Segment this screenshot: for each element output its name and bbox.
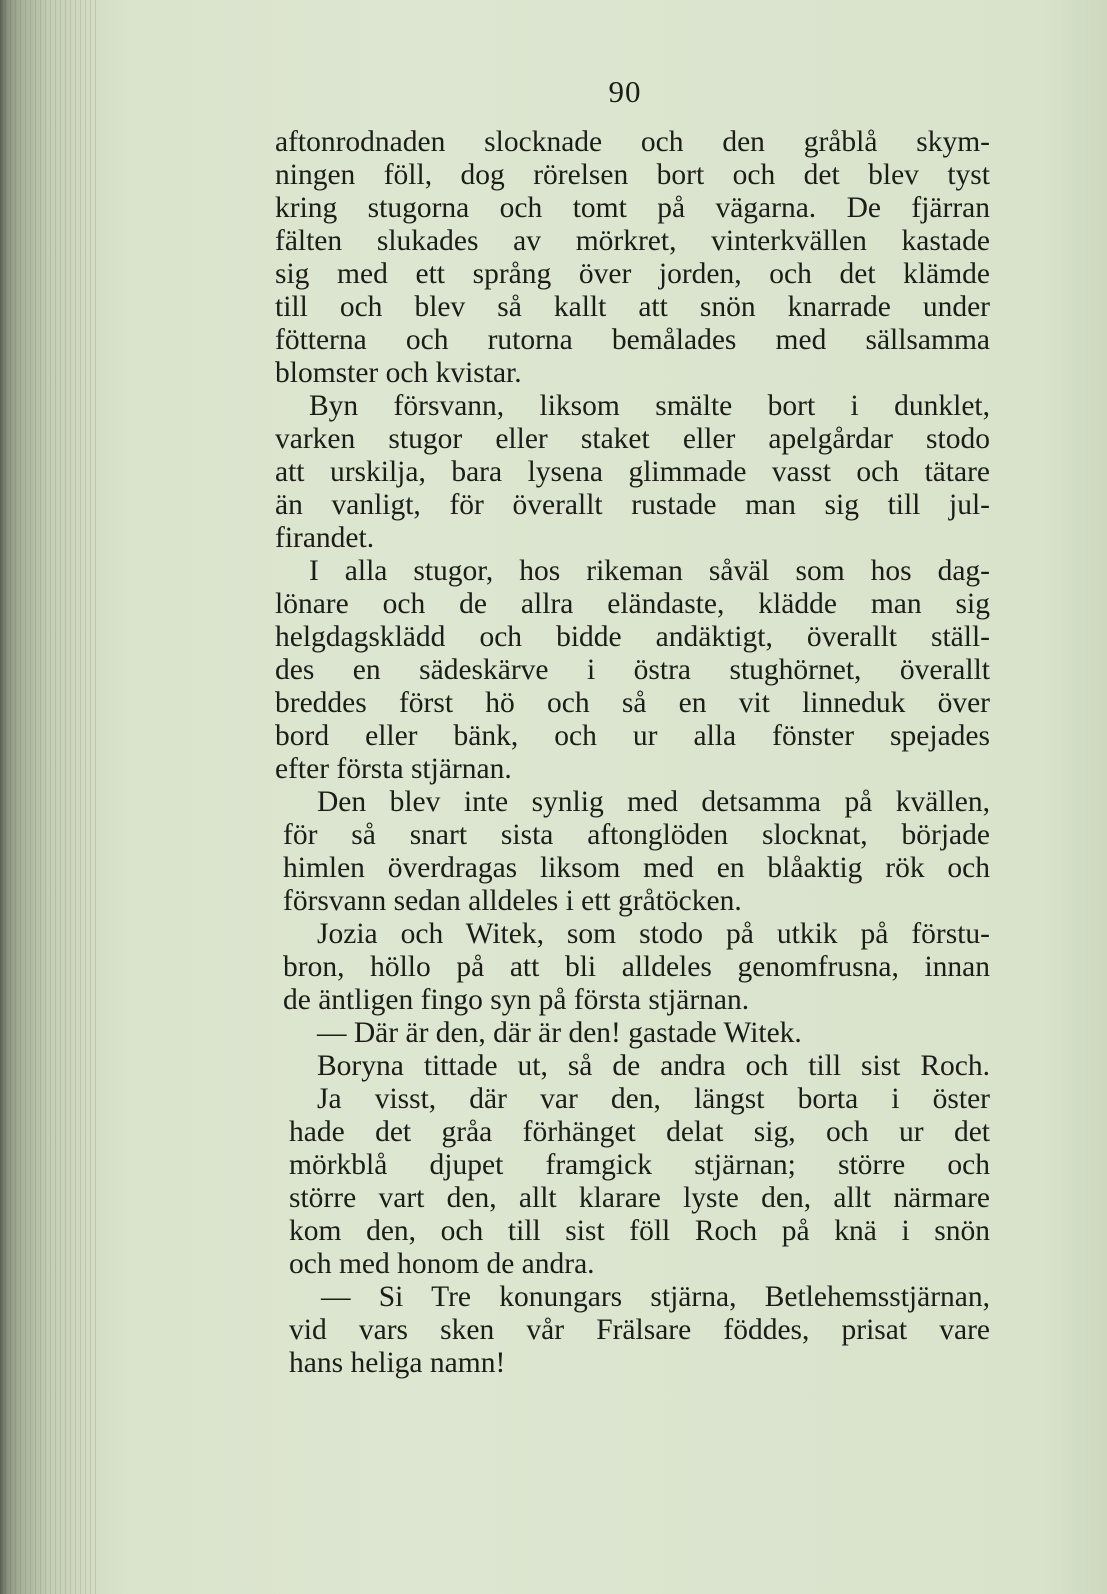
body-text bbox=[275, 126, 990, 1380]
text-line: Boryna tittade ut, så de andra och till sist Roch. bbox=[317, 1050, 990, 1082]
text-line: kom den, och till sist föll Roch på knä i snön bbox=[289, 1215, 990, 1247]
text-line: försvann sedan alldeles i ett gråtöcken. bbox=[283, 885, 742, 917]
text-line: fötterna och rutorna bemålades med sällsamma bbox=[275, 324, 990, 356]
text-line: bron, höllo på att bli alldeles genomfrusna, innan bbox=[283, 951, 990, 983]
text-line: Jozia och Witek, som stodo på utkik på förstu- bbox=[317, 918, 990, 950]
text-line: hans heliga namn! bbox=[289, 1347, 506, 1379]
text-line: mörkblå djupet framgick stjärnan; större och bbox=[289, 1149, 990, 1181]
text-line: hade det gråa förhänget delat sig, och ur det bbox=[289, 1116, 990, 1148]
text-line: ningen föll, dog rörelsen bort och det blev tyst bbox=[275, 159, 990, 191]
text-line: varken stugor eller staket eller apelgårdar stodo bbox=[275, 423, 990, 455]
text-line: — Si Tre konungars stjärna, Betlehemsstjärnan, bbox=[321, 1281, 990, 1313]
text-line: och med honom de andra. bbox=[289, 1248, 595, 1280]
text-line: firandet. bbox=[275, 522, 375, 554]
text-line: aftonrodnaden slocknade och den gråblå skym- bbox=[275, 126, 990, 158]
page-number: 90 bbox=[608, 74, 642, 109]
text-line: efter första stjärnan. bbox=[275, 753, 512, 785]
text-line: vid vars sken vår Frälsare föddes, prisat vare bbox=[289, 1314, 990, 1346]
text-line: — Där är den, där är den! gastade Witek. bbox=[317, 1017, 802, 1049]
page-stack-edges bbox=[0, 0, 100, 1594]
text-line: större vart den, allt klarare lyste den, allt närmare bbox=[289, 1182, 990, 1214]
text-line: Den blev inte synlig med detsamma på kvällen, bbox=[317, 786, 990, 818]
text-line: Byn försvann, liksom smälte bort i dunklet, bbox=[309, 390, 990, 422]
text-line: de äntligen fingo syn på första stjärnan. bbox=[283, 984, 750, 1016]
text-line: än vanligt, för överallt rustade man sig till jul- bbox=[275, 489, 990, 521]
text-line: blomster och kvistar. bbox=[275, 357, 522, 389]
text-line: fälten slukades av mörkret, vinterkvällen kastade bbox=[275, 225, 990, 257]
text-line: I alla stugor, hos rikeman såväl som hos dag- bbox=[309, 555, 990, 587]
text-line: för så snart sista aftonglöden slocknat, började bbox=[283, 819, 990, 851]
text-line: sig med ett språng över jorden, och det klämde bbox=[275, 258, 990, 290]
text-line: till och blev så kallt att snön knarrade under bbox=[275, 291, 990, 323]
text-line: breddes först hö och så en vit linneduk över bbox=[275, 687, 990, 719]
text-line: lönare och de allra eländaste, klädde man sig bbox=[275, 588, 990, 620]
text-line: Ja visst, där var den, längst borta i öster bbox=[317, 1083, 990, 1115]
text-line: des en sädeskärve i östra stughörnet, överallt bbox=[275, 654, 990, 686]
text-line: himlen överdragas liksom med en blåaktig rök och bbox=[283, 852, 990, 884]
text-line: helgdagsklädd och bidde andäktigt, överallt ställ- bbox=[275, 621, 990, 653]
text-line: kring stugorna och tomt på vägarna. De fjärran bbox=[275, 192, 990, 224]
text-line: att urskilja, bara lysena glimmade vasst och tätare bbox=[275, 456, 990, 488]
text-line: bord eller bänk, och ur alla fönster spejades bbox=[275, 720, 990, 752]
